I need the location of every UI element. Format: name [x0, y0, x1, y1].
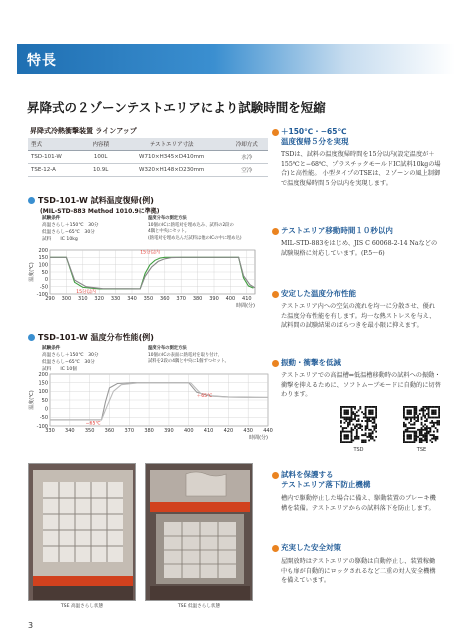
feature-title: 試料を保護する テストエリア落下防止機構 — [281, 470, 371, 490]
note-title: 温度分布の測定方法 — [148, 216, 187, 221]
table-cell: W320×H148×D230mm — [118, 164, 226, 177]
note-line: 4隅と中央にセット。 — [148, 229, 190, 235]
x-tick-label: 340 — [65, 428, 75, 434]
y-tick-label: -100 — [36, 423, 48, 430]
y-tick-label: 50 — [41, 397, 48, 404]
cond-title: 試験条件 — [42, 346, 61, 351]
y-tick-label: 50 — [41, 269, 48, 276]
graph1-subtitle: (MIL-STD-883 Method 1010.9に準拠) — [40, 208, 160, 215]
lineup-header-cell: 冷却方式 — [226, 138, 268, 151]
y-tick-label: 0 — [44, 406, 48, 413]
note-line: 10個のICに熱電対を埋め込み、試料の2段の — [148, 222, 234, 228]
x-tick-label: 360 — [104, 428, 115, 434]
lineup-table — [28, 138, 268, 177]
feature-title: テストエリア移動時間１０秒以内 — [281, 226, 393, 235]
feature-title: 振動・衝撃を低減 — [281, 358, 341, 367]
feature-heading — [281, 358, 341, 368]
cond-line: 試料 IC 10kg — [42, 236, 78, 242]
lineup-header-cell: テストエリア寸法 — [118, 138, 226, 151]
y-tick-label: 100 — [38, 389, 48, 396]
feature-title: 安定した温度分布性能 — [281, 289, 356, 298]
x-tick-label: 370 — [176, 296, 186, 302]
graph1-conditions — [42, 216, 99, 244]
qr-pattern-icon — [340, 406, 377, 443]
graph2-method-note — [148, 346, 229, 366]
feature-body: テストエリアでの高温槽⇔低温槽移動時の試料への振動・衝撃を抑えるために、ソフトムーブモードに自動的に切替わります。 — [281, 372, 441, 399]
cond-line: 高温さらし＋150℃ 30分 — [42, 352, 99, 358]
table-cell: TSD-101-W — [28, 151, 84, 164]
table-row — [28, 151, 268, 164]
orange-bullet-icon — [272, 545, 279, 552]
note-line: 10個のICの表面に熱電対を取り付け、 — [148, 352, 223, 358]
cond-line: 低温さらし−65℃ 30分 — [42, 229, 95, 235]
y-tick-label: 0 — [44, 277, 48, 284]
x-tick-label: 420 — [223, 428, 234, 434]
feature-title: ＋150℃・−65℃ 温度復帰５分を実現 — [281, 127, 349, 147]
photo-caption: TSE 高温さらし状態 — [60, 604, 104, 609]
x-tick-label: 300 — [61, 296, 72, 302]
orange-bullet-icon — [272, 291, 279, 298]
x-tick-label: 410 — [242, 296, 252, 302]
cond-line: 高温さらし＋150℃ 30分 — [42, 222, 99, 228]
photo-low-temp — [145, 463, 253, 601]
feature-body: TSDは、試料の温度復帰時間を15分以内(設定温度が＋155℃と−68℃、プラスチックモールドIC試料10kgの場合)と高性能。 小型タイプのTSEは、２ゾーンの風上制御で温度復帰時間５分以内を実現します。 — [281, 151, 441, 187]
x-tick-label: 390 — [164, 428, 174, 434]
bullet-icon — [28, 334, 35, 341]
bullet-icon — [28, 197, 35, 204]
x-axis-label: 時間(分) — [249, 435, 268, 441]
x-tick-label: 430 — [243, 428, 253, 434]
lineup-header-cell: 型式 — [28, 138, 84, 151]
y-axis-label: 温度(℃) — [29, 262, 35, 282]
distribution-chart — [28, 372, 274, 444]
qr-code-tsd[interactable] — [340, 406, 377, 443]
feature-body: MIL-STD-883をはじめ、JIS C 60068-2-14 Naなどの試験規格に対応しています。(P.5〜6) — [281, 240, 438, 257]
cond-title: 試験条件 — [42, 216, 61, 221]
x-tick-label: 290 — [45, 296, 55, 302]
page-headline: 昇降式の２ゾーンテストエリアにより試験時間を短縮 — [27, 100, 326, 115]
recovery-chart — [28, 248, 260, 310]
x-tick-label: 320 — [94, 296, 104, 302]
note-line: (熱電対を埋め込んだ試料は他のICの中に埋め込) — [148, 235, 242, 241]
graph2-conditions — [42, 346, 99, 374]
x-tick-label: 370 — [124, 428, 135, 434]
lineup-title: 昇降式冷熱衝撃装置 ラインアップ — [30, 127, 137, 135]
y-tick-label: 200 — [38, 372, 48, 378]
feature-heading — [281, 289, 356, 299]
graph2-title — [28, 332, 154, 343]
annotation-label: 15分以内 — [140, 250, 160, 256]
orange-bullet-icon — [272, 472, 279, 479]
graph1-title-text: TSD-101-W 試料温度復帰(例) — [38, 196, 154, 205]
x-tick-label: 310 — [78, 296, 88, 302]
table-cell: 空冷 — [226, 164, 268, 177]
feature-body: テストエリア内への空気の流れを均一に分散させ、優れた温度分布性能を有します。均一な熱ストレスを与え、試料間の試験結果のばらつきを最小限に抑えます。 — [281, 303, 436, 330]
chamber-photo-image — [146, 464, 253, 601]
cond-line: 低温さらし−65℃ 30分 — [42, 359, 95, 365]
y-tick-label: -50 — [39, 284, 48, 291]
qr-label: TSE — [416, 447, 427, 453]
x-tick-label: 380 — [192, 296, 203, 302]
x-tick-label: 340 — [127, 296, 137, 302]
section-title: 特長 — [27, 53, 57, 69]
table-cell: 10.9L — [84, 164, 118, 177]
x-tick-label: 440 — [263, 428, 273, 434]
feature-heading — [281, 543, 341, 553]
feature-body: 槽内で駆動停止した場合に備え、駆動装置のブレーキ機構を装備。テストエリアからの試料落下を防止します。 — [281, 495, 436, 512]
table-cell: 水冷 — [226, 151, 268, 164]
x-tick-label: 350 — [143, 296, 154, 302]
feature-heading — [281, 470, 370, 490]
table-cell: TSE-12-A — [28, 164, 84, 177]
graph1-method-note — [148, 216, 242, 243]
y-tick-label: -100 — [36, 291, 48, 298]
annotation-label: −65℃ — [85, 421, 101, 427]
lineup-header-cell: 内容積 — [84, 138, 118, 151]
page-number: 3 — [28, 621, 34, 630]
y-axis-label: 温度(℃) — [29, 390, 35, 410]
table-cell: W710×H345×D410mm — [118, 151, 226, 164]
qr-code-tse[interactable] — [403, 406, 440, 443]
x-tick-label: 400 — [183, 428, 194, 434]
feature-heading — [281, 127, 349, 147]
note-title: 温度分布の測定方法 — [148, 346, 187, 351]
x-tick-label: 330 — [110, 296, 121, 302]
note-line: 試料を2段の4隅と中央に1個ずつセット。 — [148, 359, 229, 365]
table-row — [28, 164, 268, 177]
y-tick-label: -50 — [39, 415, 48, 422]
orange-bullet-icon — [272, 129, 279, 136]
graph2-title-text: TSD-101-W 温度分布性能(例) — [38, 333, 154, 342]
qr-label: TSD — [353, 447, 364, 453]
photo-high-temp — [28, 463, 136, 601]
y-tick-label: 150 — [38, 255, 48, 262]
x-tick-label: 350 — [84, 428, 95, 434]
chamber-photo-image — [29, 464, 136, 601]
x-tick-label: 410 — [203, 428, 214, 434]
annotation-label: ＋65℃ — [196, 393, 213, 399]
graph1-title — [28, 195, 154, 206]
feature-body: 屋開放時はテストエリアの駆動は自動停止し、装置稼働中も扉が自動的にロックされるなど二重の対人安全機構を備えています。 — [281, 558, 436, 585]
x-tick-label: 390 — [209, 296, 219, 302]
section-banner — [17, 44, 455, 74]
x-axis-label: 時間(分) — [236, 303, 255, 309]
cond-line: 試料 IC 10個 — [42, 366, 77, 372]
feature-heading — [281, 226, 393, 236]
orange-bullet-icon — [272, 360, 279, 367]
x-tick-label: 330 — [45, 428, 55, 434]
y-tick-label: 100 — [38, 262, 48, 269]
feature-title: 充実した安全対策 — [281, 543, 341, 552]
qr-pattern-icon — [403, 406, 440, 443]
y-tick-label: 200 — [38, 248, 48, 254]
orange-bullet-icon — [272, 228, 279, 235]
photo-caption: TSE 低温さらし状態 — [177, 604, 221, 609]
x-tick-label: 360 — [160, 296, 170, 302]
x-tick-label: 380 — [144, 428, 154, 434]
x-tick-label: 400 — [225, 296, 236, 302]
y-tick-label: 150 — [38, 380, 48, 387]
table-cell: 100L — [84, 151, 118, 164]
lineup-header-row — [28, 138, 268, 151]
annotation-label: 15分以内 — [76, 289, 96, 295]
